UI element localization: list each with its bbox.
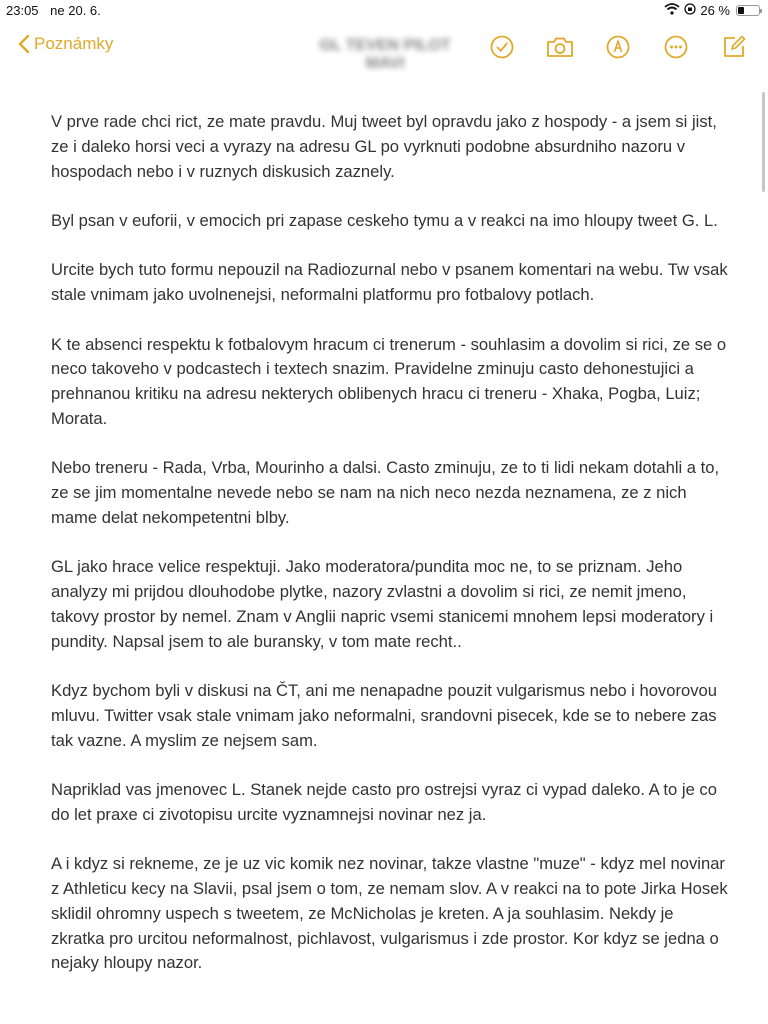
status-bar	[0, 0, 768, 22]
more-icon	[663, 34, 689, 60]
camera-icon	[545, 35, 575, 59]
checklist-icon	[489, 34, 515, 60]
note-paragraph: Kdyz bychom byli v diskusi na ČT, ani me nenapadne pouzit vulgarismus nebo i hovorovou mluvu. Twitter vsak stale vnimam jako neformalni, srandovni pisecek, kde se to nebere zas tak vazne. A myslim ze nejsem sam.	[51, 681, 717, 750]
note-paragraph: Nebo treneru - Rada, Vrba, Mourinho a dalsi. Casto zminuju, ze to ti lidi nekam dotahli a to, ze se jim momentalne nevede nebo se nam na nich neco nezda neznamena, ze z nich mame delat nekompetentni blby.	[51, 458, 720, 527]
status-left	[6, 3, 101, 18]
camera-button[interactable]	[544, 32, 576, 62]
status-date: ne 20. 6.	[50, 3, 101, 18]
note-paragraph: Urcite bych tuto formu nepouzil na Radiozurnal nebo v psanem komentari na webu. Tw vsak stale vnimam jako uvolnenejsi, neformalni platformu pro fotbalovy potlach.	[51, 260, 728, 305]
back-button-label: Poznámky	[34, 34, 114, 53]
compose-button[interactable]	[718, 32, 750, 62]
scroll-indicator[interactable]	[762, 92, 765, 192]
note-title: GL TEVEN PILOT MAVI	[319, 37, 451, 72]
checklist-button[interactable]	[486, 32, 518, 62]
note-paragraph: A i kdyz si rekneme, ze je uz vic komik nez novinar, takze vlastne "muze" - kdyz mel novinar z Athleticu kecy na Slavii, psal jsem o tom, ze nemam slov. A v reakci na to pote Jirka Hosek sklidil ohromny uspech s tweetem, ze McNicholas je kreten. A ja souhlasim. Nekdy je zkratka pro urcitou neformalnost, pichlavost, vulgarismus i zde prostor. Kor kdyz se jedna o nejaky hloupy nazor.	[51, 854, 728, 973]
markup-icon	[605, 34, 631, 60]
battery-fill	[738, 7, 744, 14]
note-paragraph: K te absenci respektu k fotbalovym hracum ci trenerum - souhlasim a dovolim si rici, ze se o neco takoveho v podcastech i textech snazim. Pravidelne zminuju casto dehonestujici a prehnanou kritiku na adresu nekterych oblibenych hracu ci treneru - Xhaka, Pogba, Luiz; Morata.	[51, 334, 727, 428]
back-button[interactable]	[18, 34, 113, 54]
battery-icon	[736, 5, 760, 16]
battery-percent: 26 %	[700, 3, 730, 18]
note-paragraph: GL jako hrace velice respektuji. Jako moderatora/pundita moc ne, to se priznam. Jeho analyzy mi prijdou dlouhodobe plytke, nazory zvlastni a dovolim si rici, ze nemit jmeno, takovy prostor by nemel. Znam v Anglii napric vsemi stanicemi mnohem lepsi moderatory i pundity. Napsal jsem to ale buransky, v tom mate recht..	[51, 557, 714, 651]
status-right	[664, 3, 760, 18]
more-button[interactable]	[660, 32, 692, 62]
note-paragraph: Napriklad vas jmenovec L. Stanek nejde casto pro ostrejsi vyraz ci vypad daleko. A to je co do let praxe ci zivotopisu urcite vyznamnejsi novinar nez ja.	[51, 780, 717, 824]
nav-bar	[0, 26, 768, 72]
toolbar	[486, 32, 750, 62]
note-body[interactable]	[51, 110, 731, 1001]
status-time: 23:05	[6, 3, 39, 18]
note-paragraph: V prve rade chci rict, ze mate pravdu. Muj tweet byl opravdu jako z hospody - a jsem si jist, ze i daleko horsi veci a vyrazy na adresu GL po vyrknuti podobne absurdniho nazoru v hospodach nebo i v ruznych diskusich zaznely.	[51, 112, 717, 181]
markup-button[interactable]	[602, 32, 634, 62]
compose-icon	[721, 34, 747, 60]
note-paragraph: Byl psan v euforii, v emocich pri zapase ceskeho tymu a v reakci na imo hloupy tweet G. L.	[51, 210, 718, 230]
chevron-left-icon	[18, 34, 30, 54]
wifi-icon	[664, 3, 680, 18]
orientation-lock-icon	[684, 3, 696, 18]
